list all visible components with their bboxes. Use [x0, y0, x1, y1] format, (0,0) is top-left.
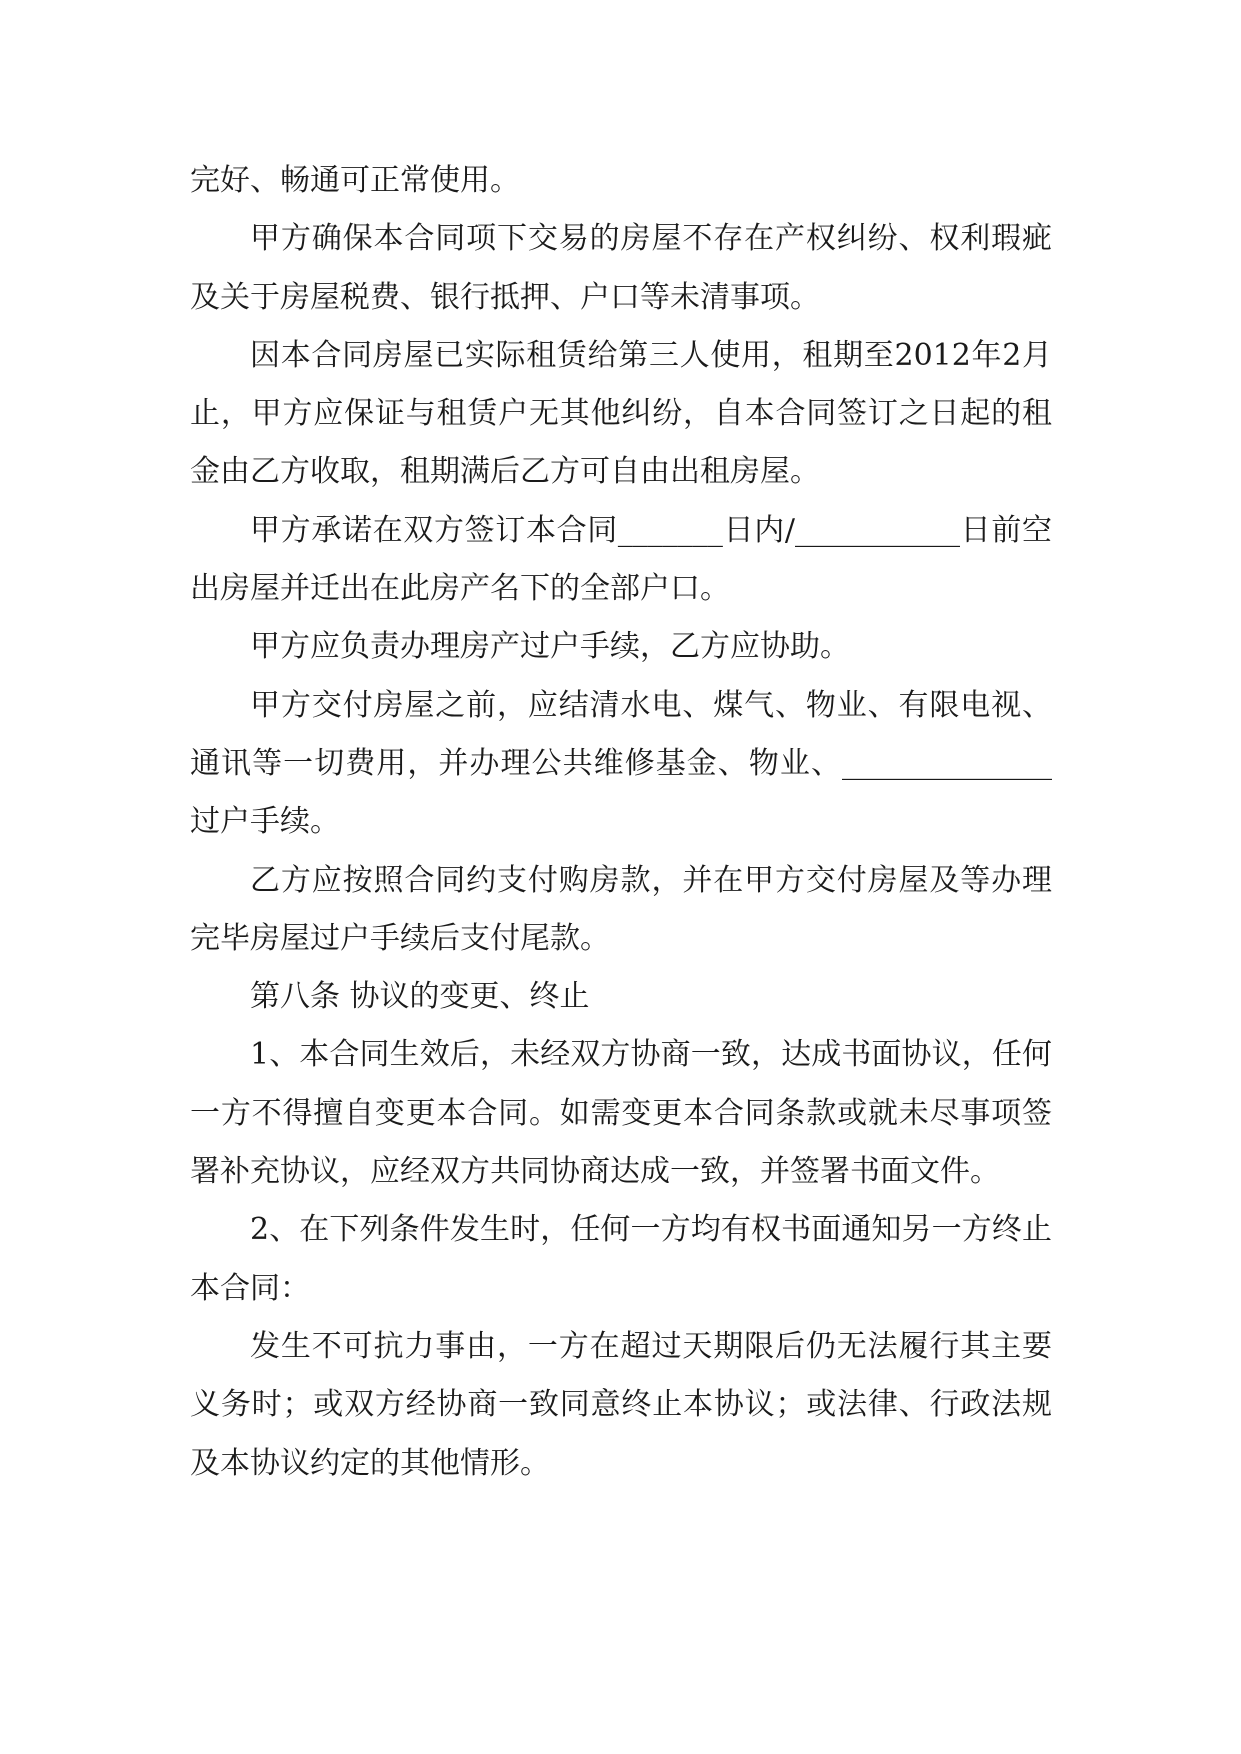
paragraph-transfer-procedure: 甲方应负责办理房产过户手续，乙方应协助。 — [250, 629, 850, 665]
section-heading-article-8: 第八条 协议的变更、终止 — [250, 979, 590, 1015]
paragraph-clause-1: 1、本合同生效后，未经双方协商一致，达成书面协议，任何一方不得擅自变更本合同。如需变更本合同条款或就未尽事项签署补充协议，应经双方共同协商达成一致，并签署书面文件。 — [190, 1037, 1052, 1190]
document-body — [190, 152, 1052, 1493]
paragraph-property-guarantee: 甲方确保本合同项下交易的房屋不存在产权纠纷、权利瑕疵及关于房屋税费、银行抵押、户口等未清事项。 — [190, 221, 1052, 315]
paragraph-clause-2: 2、在下列条件发生时，任何一方均有权书面通知另一方终止本合同： — [190, 1212, 1052, 1306]
paragraph-fee-settlement: 甲方交付房屋之前，应结清水电、煤气、物业、有限电视、通讯等一切费用，并办理公共维修基金、物业、______________过户手续。 — [190, 687, 1052, 840]
paragraph-continuation: 完好、畅通可正常使用。 — [190, 163, 520, 198]
paragraph-termination-conditions: 发生不可抗力事由，一方在超过天期限后仍无法履行其主要义务时；或双方经协商一致同意终止本协议；或法律、行政法规及本协议约定的其他情形。 — [190, 1328, 1052, 1481]
paragraph-lease-status: 因本合同房屋已实际租赁给第三人使用，租期至2012年2月止，甲方应保证与租赁户无其他纠纷，自本合同签订之日起的租金由乙方收取，租期满后乙方可自由出租房屋。 — [190, 337, 1052, 490]
paragraph-vacate-promise: 甲方承诺在双方签订本合同_______日内/___________日前空出房屋并迁出在此房产名下的全部户口。 — [190, 512, 1052, 607]
paragraph-payment: 乙方应按照合同约支付购房款，并在甲方交付房屋及等办理完毕房屋过户手续后支付尾款。 — [190, 862, 1052, 956]
